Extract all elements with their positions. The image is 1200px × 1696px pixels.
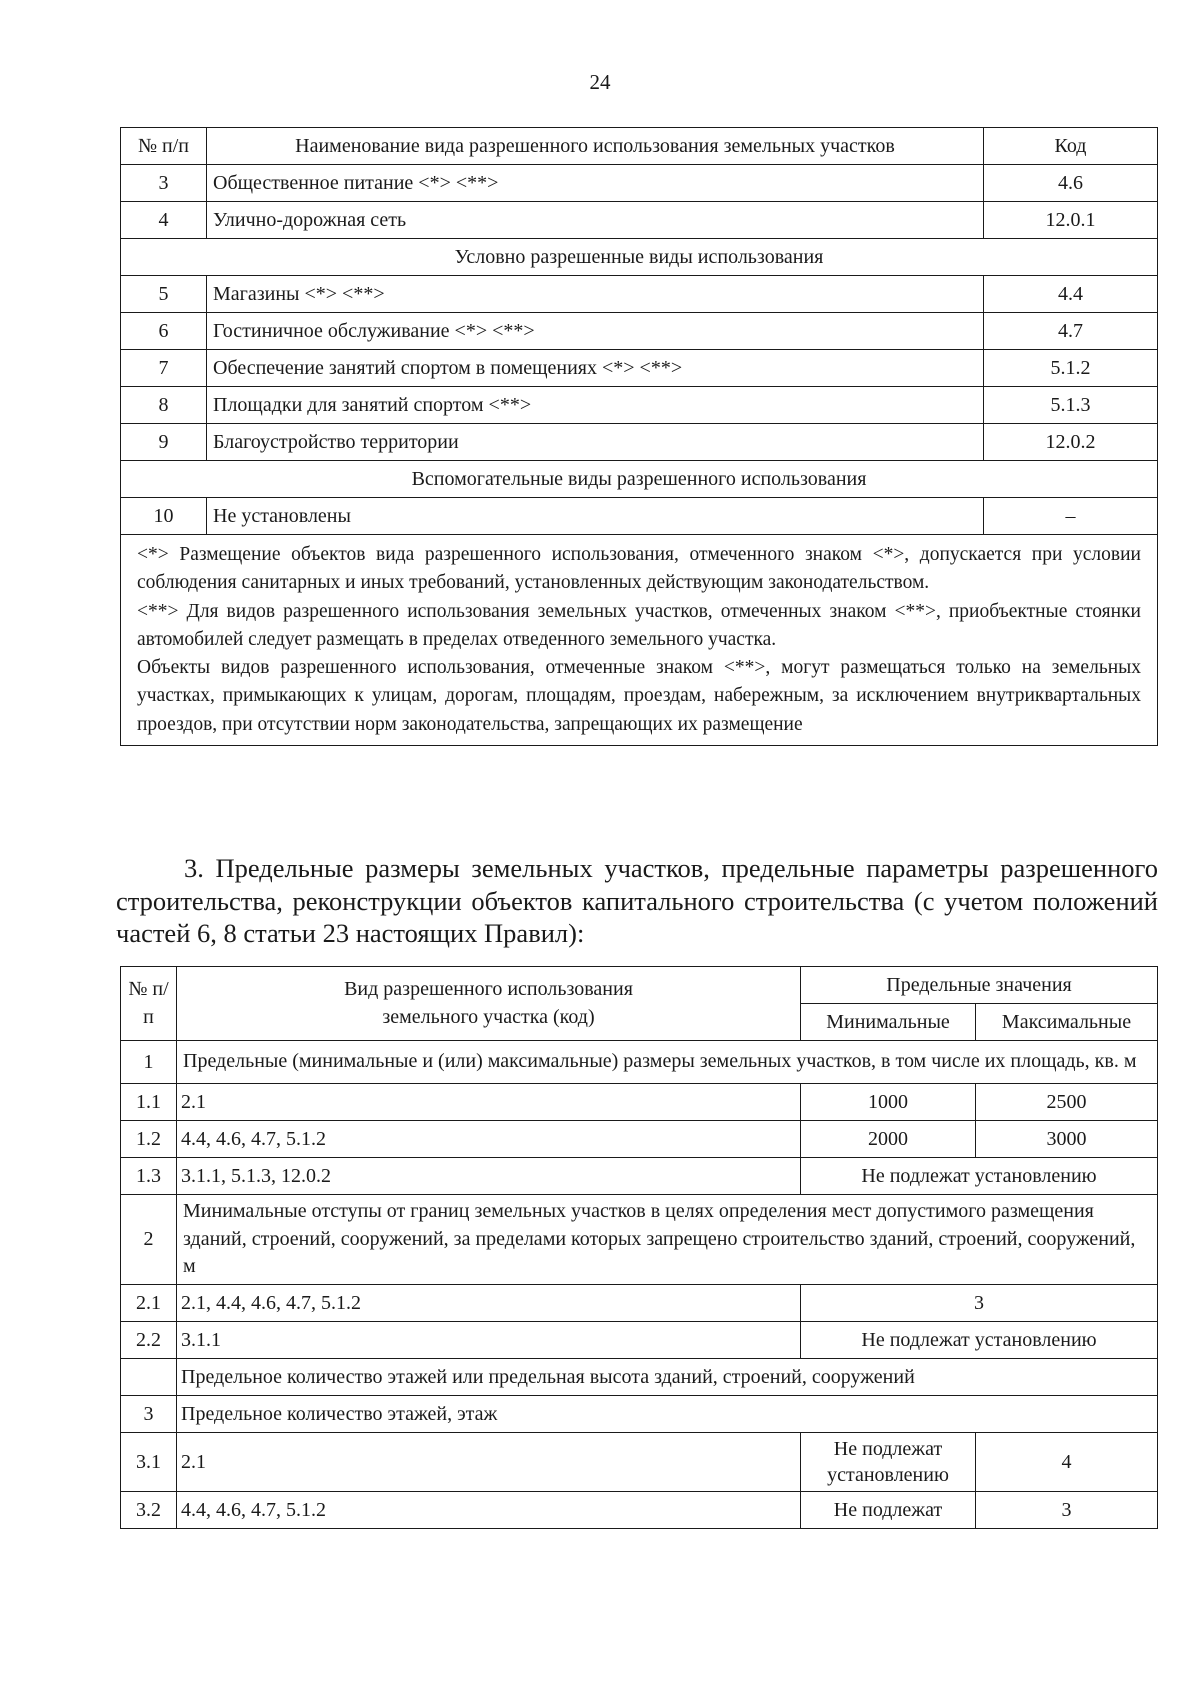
row-min: Не подлежат (801, 1491, 976, 1528)
row-num: 5 (121, 276, 207, 313)
row-codes: 2.1 (177, 1084, 801, 1121)
group-row (121, 1041, 1158, 1084)
group-row (121, 1395, 1158, 1432)
row-code: – (984, 498, 1158, 535)
group-title: Предельное количество этажей, этаж (177, 1395, 1158, 1432)
row-num: 1.1 (121, 1084, 177, 1121)
row-num: 7 (121, 350, 207, 387)
row-num: 2 (121, 1195, 177, 1285)
row-min: 1000 (801, 1084, 976, 1121)
table-row (121, 202, 1158, 239)
row-code: 4.4 (984, 276, 1158, 313)
section-heading: 3. Предельные размеры земельных участков, предельные параметры разрешенного строительства, реконструкции объектов капитального строительства (с учетом положений частей 6, 8 статьи 23 настоящих Правил): (116, 853, 1158, 949)
row-min: 2000 (801, 1121, 976, 1158)
row-num: 3.1 (121, 1432, 177, 1491)
row-codes: 4.4, 4.6, 4.7, 5.1.2 (177, 1121, 801, 1158)
table-row (121, 1084, 1158, 1121)
row-code: 5.1.2 (984, 350, 1158, 387)
row-codes: 2.1, 4.4, 4.6, 4.7, 5.1.2 (177, 1284, 801, 1321)
table-row (121, 498, 1158, 535)
table-row (121, 1491, 1158, 1528)
header-code: Код (984, 128, 1158, 165)
row-num: 4 (121, 202, 207, 239)
row-code: 4.7 (984, 313, 1158, 350)
row-num: 10 (121, 498, 207, 535)
table-row (121, 1284, 1158, 1321)
row-num: 9 (121, 424, 207, 461)
group-title: Минимальные отступы от границ земельных участков в целях определения мест допустимого размещения зданий, строений, сооружений, за пределами которых запрещено строительство зданий, строений, сооружений, м (177, 1195, 1158, 1285)
limits-table (120, 966, 1158, 1529)
table-row (121, 276, 1158, 313)
header-name: Наименование вида разрешенного использования земельных участков (207, 128, 984, 165)
table-row (121, 1121, 1158, 1158)
row-codes: 2.1 (177, 1432, 801, 1491)
row-name: Улично-дорожная сеть (207, 202, 984, 239)
group-row (121, 1358, 1158, 1395)
row-value: Не подлежат установлению (801, 1158, 1158, 1195)
note-2: <**> Для видов разрешенного использования земельных участков, отмеченных знаком <**>, приобъектные стоянки автомобилей следует размещать в пределах отведенного земельного участка. (137, 600, 1141, 650)
group-title: Предельное количество этажей или предельная высота зданий, строений, сооружений (177, 1358, 1158, 1395)
section-row-auxiliary (121, 461, 1158, 498)
row-name: Благоустройство территории (207, 424, 984, 461)
row-codes: 4.4, 4.6, 4.7, 5.1.2 (177, 1491, 801, 1528)
header-num: № п/п (121, 128, 207, 165)
notes-row (121, 535, 1158, 746)
table-header-row (121, 967, 1158, 1004)
table-row (121, 1432, 1158, 1491)
row-value: Не подлежат установлению (801, 1321, 1158, 1358)
row-name: Обеспечение занятий спортом в помещениях <*> <**> (207, 350, 984, 387)
row-code: 12.0.2 (984, 424, 1158, 461)
row-max: 2500 (976, 1084, 1158, 1121)
row-num: 3 (121, 1395, 177, 1432)
row-value: 3 (801, 1284, 1158, 1321)
note-3: Объекты видов разрешенного использования, отмеченные знаком <**>, могут размещаться только на земельных участках, примыкающих к улицам, дорогам, площадям, проездам, набережным, за исключением внутриквартальных проездов, при отсутствии норм законодательства, запрещающих их размещение (137, 657, 1141, 735)
row-name: Не установлены (207, 498, 984, 535)
row-code: 4.6 (984, 165, 1158, 202)
row-num: 3 (121, 165, 207, 202)
table-row (121, 1321, 1158, 1358)
row-num: 3.2 (121, 1491, 177, 1528)
row-num: 2.2 (121, 1321, 177, 1358)
row-num: 1.3 (121, 1158, 177, 1195)
group-row (121, 1195, 1158, 1285)
row-codes: 3.1.1 (177, 1321, 801, 1358)
row-code: 12.0.1 (984, 202, 1158, 239)
row-num: 8 (121, 387, 207, 424)
row-num: 2.1 (121, 1284, 177, 1321)
section-row-conditional (121, 239, 1158, 276)
section-title: Вспомогательные виды разрешенного использования (121, 461, 1158, 498)
notes-cell (121, 535, 1158, 746)
row-num (121, 1358, 177, 1395)
table-header-row (121, 128, 1158, 165)
row-min: Не подлежат установлению (801, 1432, 976, 1491)
table-row (121, 350, 1158, 387)
table-row (121, 424, 1158, 461)
permitted-uses-table (120, 127, 1158, 746)
table-row (121, 165, 1158, 202)
section-title: Условно разрешенные виды использования (121, 239, 1158, 276)
header-kind: Вид разрешенного использования земельного участка (код) (177, 967, 801, 1041)
table-row (121, 387, 1158, 424)
row-code: 5.1.3 (984, 387, 1158, 424)
row-name: Гостиничное обслуживание <*> <**> (207, 313, 984, 350)
header-num: № п/п (121, 967, 177, 1041)
row-name: Площадки для занятий спортом <**> (207, 387, 984, 424)
header-limits: Предельные значения (801, 967, 1158, 1004)
row-num: 6 (121, 313, 207, 350)
row-num: 1 (121, 1041, 177, 1084)
row-max: 3 (976, 1491, 1158, 1528)
row-max: 3000 (976, 1121, 1158, 1158)
header-min: Минимальные (801, 1004, 976, 1041)
row-codes: 3.1.1, 5.1.3, 12.0.2 (177, 1158, 801, 1195)
note-1: <*> Размещение объектов вида разрешенного использования, отмеченного знаком <*>, допускается при условии соблюдения санитарных и иных требований, установленных действующим законодательством. (137, 544, 1141, 594)
row-max: 4 (976, 1432, 1158, 1491)
row-name: Магазины <*> <**> (207, 276, 984, 313)
page-number: 24 (589, 70, 611, 94)
header-max: Максимальные (976, 1004, 1158, 1041)
row-num: 1.2 (121, 1121, 177, 1158)
table-row (121, 1158, 1158, 1195)
group-title: Предельные (минимальные и (или) максимальные) размеры земельных участков, в том числе их площадь, кв. м (177, 1041, 1158, 1084)
table-row (121, 313, 1158, 350)
row-name: Общественное питание <*> <**> (207, 165, 984, 202)
